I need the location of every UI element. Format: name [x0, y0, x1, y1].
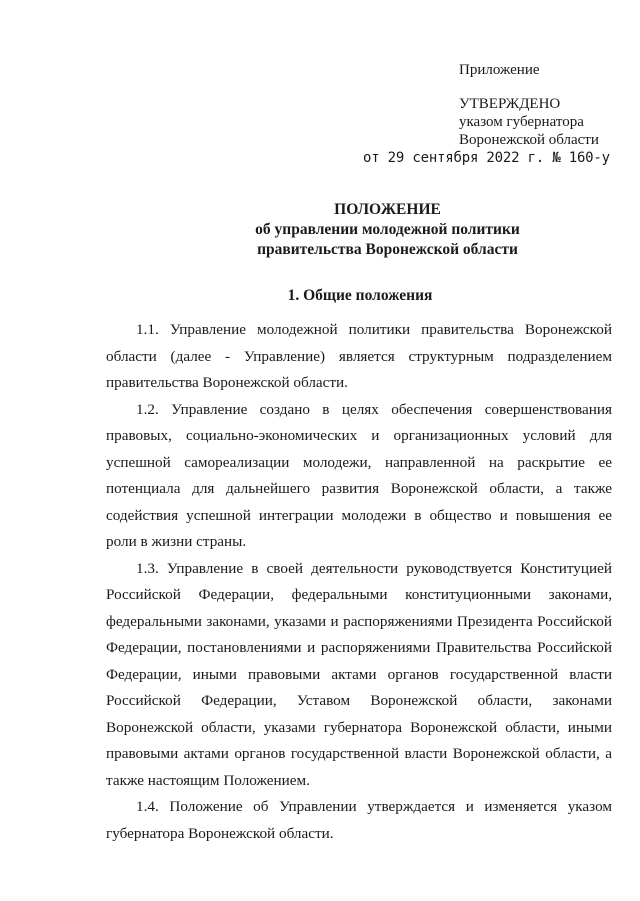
- title-line-1: ПОЛОЖЕНИЕ: [334, 201, 441, 218]
- approved-word: УТВЕРЖДЕНО: [459, 96, 561, 112]
- paragraph-1-4: 1.4. Положение об Управлении утверждается и изменяется указом губернатора Воронежской области.: [106, 798, 612, 842]
- appendix-label: Приложение: [459, 62, 540, 78]
- approved-region-line: Воронежской области: [459, 132, 599, 148]
- paragraph-1-3: 1.3. Управление в своей деятельности руководствуется Конституцией Российской Федерации, федеральными конституционными законами, федеральными законами, указами и распоряжениями Президента Российской Федерации, постановлениями и распоряжениями Правительства Российской Федерации, иными правовыми актами органов государственной власти Российской Федерации, Уставом Воронежской области, законами Воронежской области, указами губернатора Воронежской области, иными правовыми актами органов государственной власти Воронежской области, а также настоящим Положением.: [106, 559, 612, 789]
- paragraph-1-2: 1.2. Управление создано в целях обеспечения совершенствования правовых, социально-экономических и организационных условий для успешной самореализации молодежи, направленной на раскрытие ее потенциала для дальнейшего развития Воронежской области, а также содействия успешной интеграции молодежи в общество и повышения ее роли в жизни страны.: [106, 400, 612, 550]
- title-line-2: об управлении молодежной политики: [255, 221, 520, 238]
- section-body: [106, 317, 612, 847]
- title-line-3: правительства Воронежской области: [257, 241, 518, 258]
- paragraph-1-1: 1.1. Управление молодежной политики правительства Воронежской области (далее - Управление) является структурным подразделением правительства Воронежской области.: [106, 321, 612, 391]
- section-heading: 1. Общие положения: [287, 287, 433, 304]
- document-title: [0, 200, 640, 260]
- approval-stamp: [459, 95, 599, 149]
- approved-by-line: указом губернатора: [459, 114, 584, 130]
- decree-date: от 29 сентября 2022 г. № 160-у: [363, 150, 610, 166]
